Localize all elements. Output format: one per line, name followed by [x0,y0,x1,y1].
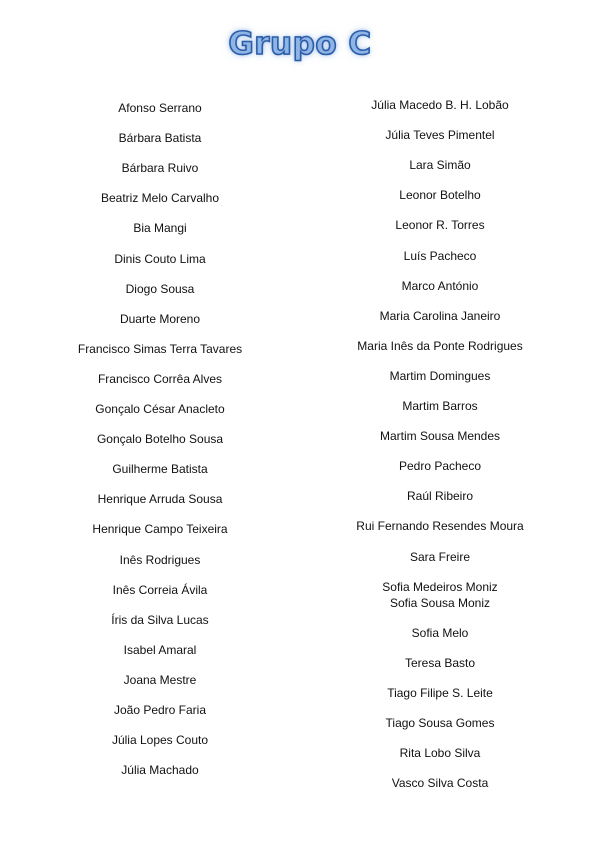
name-item: Lara Simão [409,158,471,173]
name-item: Isabel Amaral [123,642,197,657]
name-item: Leonor R. Torres [395,218,485,233]
name-item: Bia Mangi [133,221,187,236]
name-item: Martim Domingues [389,368,491,383]
name-item: Luís Pacheco [403,248,477,263]
page-title: Grupo C [228,26,372,62]
name-item: Sofia Melo [411,625,469,640]
name-item: Francisco Corrêa Alves [97,371,223,386]
name-item: Tiago Sousa Gomes [385,716,495,730]
name-item: Raúl Ribeiro [406,489,474,504]
name-item: Rui Fernando Resendes Moura [356,519,524,534]
name-item: Júlia Macedo B. H. Lobão [371,98,509,112]
name-item: Sofia Sousa Moniz [389,595,491,610]
name-item: Pedro Pacheco [398,459,482,474]
name-item: Júlia Machado [121,763,199,778]
name-item: Duarte Moreno [119,311,201,326]
name-item: Bárbara Ruivo [121,161,199,176]
name-item: Inês Rodrigues [119,552,201,567]
name-item: Sara Freire [409,549,471,564]
name-item: João Pedro Faria [113,703,207,717]
name-item: Bárbara Batista [118,131,202,146]
name-item: Beatriz Melo Carvalho [100,191,220,206]
name-item: Joana Mestre [123,672,197,687]
name-item: Martim Barros [402,399,478,413]
name-item: Vasco Silva Costa [391,776,489,791]
name-item: Tiago Filipe S. Leite [387,685,493,700]
name-item: Júlia Teves Pimentel [385,128,495,143]
name-item: Íris da Silva Lucas [111,612,209,627]
name-item: Sofia Medeiros Moniz [382,579,498,594]
name-item: Inês Correia Ávila [112,582,208,597]
name-item: Rita Lobo Silva [399,746,481,761]
name-item: Marco António [401,278,479,293]
name-item: Martim Sousa Mendes [379,429,501,444]
name-item: Afonso Serrano [118,101,202,115]
name-item: Diogo Sousa [125,281,195,296]
name-item: Dinis Couto Lima [114,251,206,266]
name-item: Leonor Botelho [399,188,481,203]
name-item: Henrique Campo Teixeira [92,522,228,537]
name-item: Júlia Lopes Couto [111,733,209,748]
name-item: Gonçalo César Anacleto [95,402,225,416]
name-item: Maria Inês da Ponte Rodrigues [357,338,523,353]
name-item: Maria Carolina Janeiro [379,308,501,323]
name-item: Guilherme Batista [112,462,208,477]
name-item: Francisco Simas Terra Tavares [77,341,243,356]
name-item: Teresa Basto [404,655,476,670]
name-item: Henrique Arruda Sousa [97,492,223,507]
name-item: Gonçalo Botelho Sousa [96,432,224,447]
